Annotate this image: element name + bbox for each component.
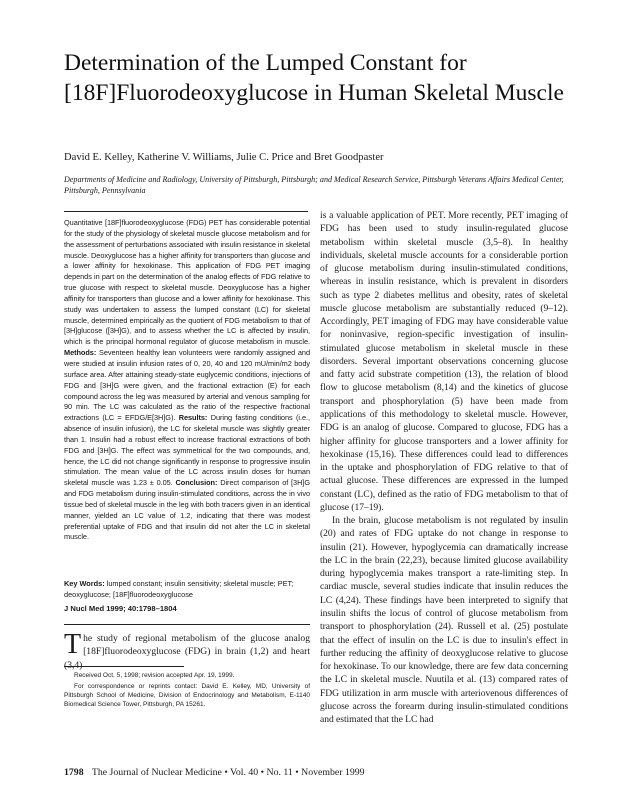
- keywords-text: lumped constant; insulin sensitivity; skeletal muscle; PET; deoxyglucose; [18F]fluorodeoxyglucose: [64, 579, 294, 599]
- correspondence-note: For correspondence or reprints contact: David E. Kelley, MD, University of Pittsburgh School of Medicine, Division of Endocrinology and Metabolism, E-1140 Biomedical Science Tower, Pittsburgh, PA 15261.: [64, 683, 310, 708]
- body-paragraph-2: In the brain, glucose metabolism is not regulated by insulin (20) and rates of FDG uptake do not change in response to insulin (21). However, hypoglycemia can dramatically increase the LC in the brain (22,23), because limited glucose availability during hypoglycemia makes transport a rate-limiting step. In cardiac muscle, several studies indicate that insulin reduces the LC (4,24). These findings have been interpreted to signify that insulin shifts the locus of control of glucose metabolism from transport to phosphorylation (24). Russell et al. (25) postulate that the effect of insulin on the LC is due to insulin's effect in further reducing the affinity of deoxyglucose relative to glucose for hexokinase. To our knowledge, there are few data concerning the LC in skeletal muscle. Nuutila et al. (13) compared rates of FDG utilization in arm muscle with arteriovenous differences of glucose across the forearm during insulin-stimulated conditions and estimated that the LC had: [320, 515, 568, 726]
- abstract-intro: Quantitative [18F]fluorodeoxyglucose (FDG) PET has considerable potential for the study of the physiology of skeletal muscle glucose metabolism and for the assessment of perturbations associated with insulin resistance in skeletal muscle. Deoxyglucose has a higher affinity for transporters than glucose and a lower affinity for hexokinase. This application of FDG PET imaging depends in part on the determination of the analog effects of FDG relative to true glucose with respect to skeletal muscle. Deoxyglucose has a higher affinity for transporters than glucose and a lower affinity for hexokinase. This study was undertaken to assess the lumped constant (LC) for skeletal muscle, determined empirically as the quotient of FDG metabolism to that of [3H]glucose ([3H]G), and to assess whether the LC is affected by insulin, which is the principal hormonal regulator of glucose metabolism in muscle.: [64, 218, 310, 347]
- right-column: [320, 209, 568, 726]
- abstract: [64, 218, 310, 543]
- page-footer: [64, 767, 584, 778]
- affiliation: Departments of Medicine and Radiology, University of Pittsburgh, Pittsburgh; and Medical Research Service, Pittsburgh Veterans Affairs Medical Center, Pittsburgh, Pennsylvania: [64, 175, 564, 195]
- journal-info: The Journal of Nuclear Medicine • Vol. 40 • No. 11 • November 1999: [91, 767, 365, 778]
- received-note: Received Oct. 5, 1998; revision accepted Apr. 19, 1999.: [74, 672, 235, 679]
- body-paragraph-1: is a valuable application of PET. More recently, PET imaging of FDG has been used to study insulin-regulated glucose metabolism within skeletal muscle (3,5–8). In healthy individuals, skeletal muscle accounts for a considerable portion of glucose metabolism during insulin-stimulated conditions, whereas in insulin resistance, which is prevalent in disorders such as type 2 diabetes mellitus and obesity, rates of skeletal muscle glucose metabolism are substantially reduced (9–12). Accordingly, PET imaging of FDG may have considerable value for noninvasive, region-specific investigation of insulin-stimulated glucose metabolism in skeletal muscle in these disorders. Several important observations concerning glucose and fatty acid substrate competition (13), the relation of blood flow to glucose metabolism (8,14) and the kinetics of glucose transport and phosphorylation (5) have been made from applications of this methodology to skeletal muscle. However, FDG is an analog of glucose. Compared to glucose, FDG has a higher affinity for glucose transporters and a lower affinity for hexokinase (15,16). These differences could lead to differences in the uptake and phosphorylation of FDG relative to that of actual glucose. These differences are expressed in the lumped constant (LC), defined as the ratio of FDG metabolism to that of glucose (17–19).: [320, 210, 568, 513]
- keywords: [64, 579, 310, 600]
- footnotes: [64, 671, 310, 711]
- conclusion-label: Conclusion:: [175, 478, 218, 488]
- abstract-conclusion: Direct comparison of [3H]G and FDG metabolism during insulin-stimulated conditions, across the in vivo tissue bed of skeletal muscle in the leg with both tracers given in an identical manner, yielded an LC value of 1.2, indicating that there was modest preferential uptake of FDG and that insulin did not alter the LC in skeletal muscle.: [64, 478, 310, 542]
- top-rule: [64, 211, 308, 212]
- page-number: 1798: [64, 767, 84, 778]
- results-label: Results:: [178, 413, 208, 423]
- abstract-results: During fasting conditions (i.e., absence of insulin infusion), the LC for skeletal muscle was slightly greater than 1. Insulin had a robust effect to increase fractional extractions of both FDG and [3H]G. The effect was symmetrical for the two compounds, and, hence, the LC did not change significantly in response to progressive insulin stimulation. The mean value of the LC across insulin doses for human skeletal muscle was 1.23 ± 0.05.: [64, 413, 310, 488]
- article-title: Determination of the Lumped Constant for [18F]Fluorodeoxyglucose in Human Skeletal Muscle: [64, 50, 564, 106]
- intro-text: he study of regional metabolism of the glucose analog [18F]fluorodeoxyglucose (FDG) in brain (1,2) and heart: [83, 633, 310, 658]
- citation: J Nucl Med 1999; 40:1798–1804: [64, 604, 177, 613]
- abstract-methods: Seventeen healthy lean volunteers were randomly assigned and were studied at insulin infusion rates of 0, 20, 40 and 120 mU/min/m2 body surface area. After attaining steady-state euglycemic conditions, injections of FDG and [3H]G were given, and the fractional extraction (E) for each compound across the leg was measured by arterial and venous sampling for 90 min. The LC was calculated as the ratio of the respective fractional extractions (LC = EFDG/E[3H]G).: [64, 348, 310, 423]
- author-list: David E. Kelley, Katherine V. Williams, Julie C. Price and Bret Goodpaster: [64, 152, 384, 163]
- methods-label: Methods:: [64, 348, 97, 358]
- drop-cap: T: [64, 629, 82, 660]
- abstract-end-rule: [64, 624, 310, 625]
- footnote-rule: [64, 666, 184, 667]
- keywords-label: Key Words:: [64, 579, 105, 588]
